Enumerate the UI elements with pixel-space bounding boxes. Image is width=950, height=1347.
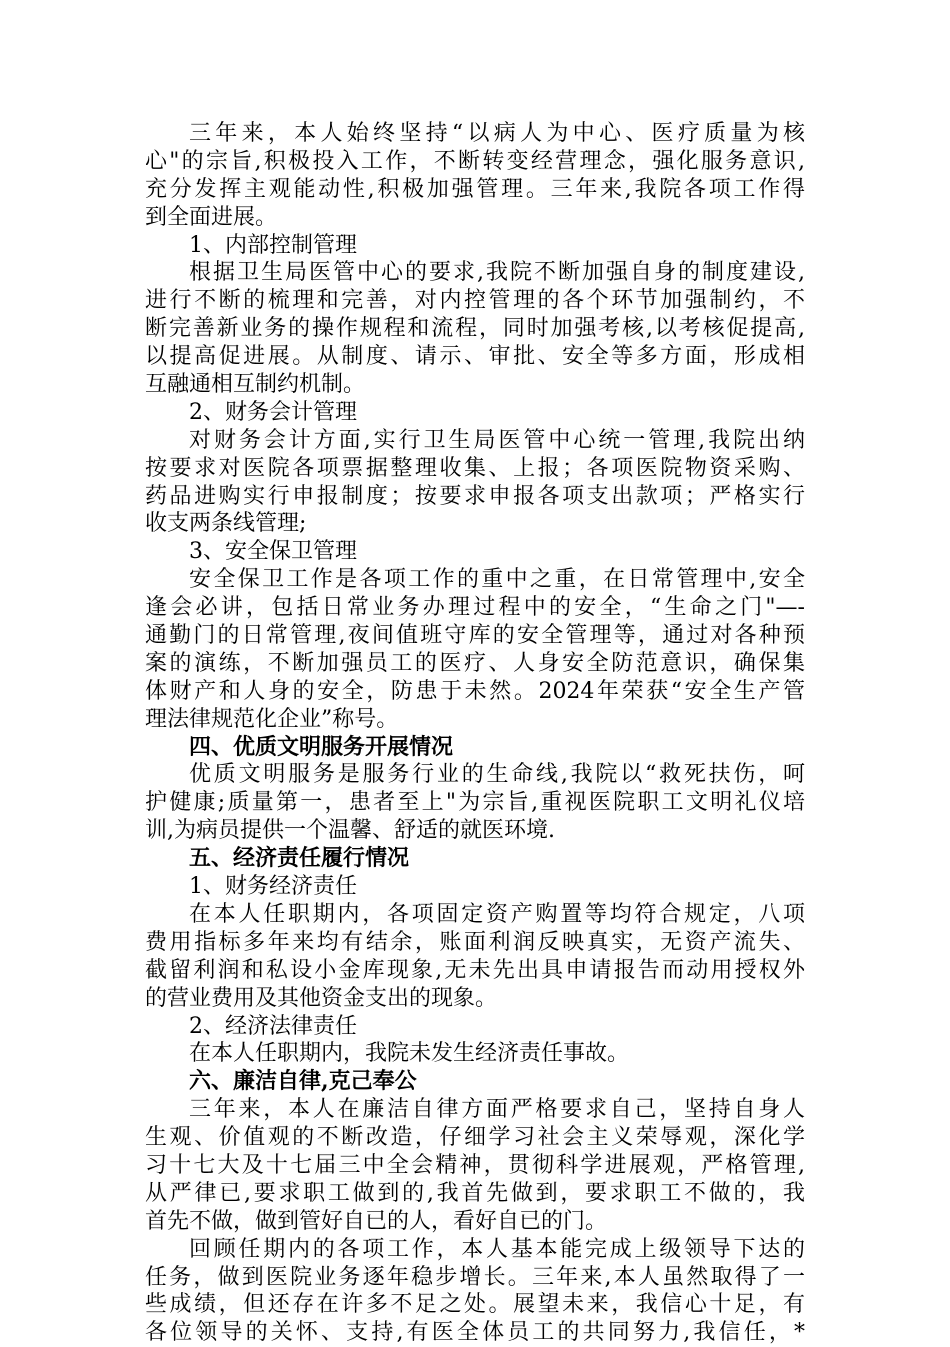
section-heading: 五、经济责任履行情况 xyxy=(189,845,410,872)
text-line: 各位领导的关怀、支持,有医全体员工的共同努力,我信任，* xyxy=(145,1320,805,1346)
text-line: 2、经济法律责任 xyxy=(189,1013,357,1039)
text-line: 安全保卫工作是各项工作的重中之重，在日常管理中,安全 xyxy=(189,567,805,593)
text-line: 费用指标多年来均有结余，账面利润反映真实，无资产流失、 xyxy=(145,929,805,955)
text-line: 优质文明服务是服务行业的生命线,我院以“救死扶伤，呵 xyxy=(189,762,805,788)
text-line: 护健康;质量第一，患者至上"为宗旨,重视医院职工文明礼仪培 xyxy=(145,790,805,816)
text-line: 2、财务会计管理 xyxy=(189,399,357,425)
text-line: 根据卫生局医管中心的要求,我院不断加强自身的制度建设, xyxy=(189,260,805,286)
text-line: 对财务会计方面,实行卫生局医管中心统一管理,我院出纳 xyxy=(189,427,805,453)
text-line: 截留利润和私设小金库现象,无未先出具申请报告而动用授权外 xyxy=(145,957,805,983)
text-line: 首先不做，做到管好自已的人，看好自已的门。 xyxy=(145,1208,608,1234)
section-heading: 六、廉洁自律,克己奉公 xyxy=(189,1068,417,1095)
document-body xyxy=(145,120,805,1347)
text-line: 3、安全保卫管理 xyxy=(189,539,357,565)
text-line: 体财产和人身的安全，防患于未然。2024年荣获“安全生产管 xyxy=(145,678,805,704)
text-line: 到全面进展。 xyxy=(145,204,278,230)
text-line: 在本人任职期内，我院未发生经济责任事故。 xyxy=(189,1041,630,1067)
text-line: 按要求对医院各项票据整理收集、上报；各项医院物资采购、 xyxy=(145,455,805,481)
text-line: 充分发挥主观能动性,积极加强管理。三年来,我院各项工作得 xyxy=(145,176,805,202)
text-line: 习十七大及十七届三中全会精神，贯彻科学进展观，严格管理, xyxy=(145,1152,805,1178)
text-line: 1、财务经济责任 xyxy=(189,874,357,900)
text-line: 些成绩，但还存在许多不足之处。展望未来，我信心十足，有 xyxy=(145,1292,805,1318)
text-line: 药品进购实行申报制度；按要求申报各项支出款项；严格实行 xyxy=(145,483,805,509)
text-line: 生观、价值观的不断改造，仔细学习社会主义荣辱观，深化学 xyxy=(145,1125,805,1151)
text-line: 在本人任职期内，各项固定资产购置等均符合规定，八项 xyxy=(189,901,805,927)
text-line: 收支两条线管理; xyxy=(145,511,307,537)
section-heading: 四、优质文明服务开展情况 xyxy=(189,733,454,760)
text-line: 1、内部控制管理 xyxy=(189,232,357,258)
text-line: 以提高促进展。从制度、请示、审批、安全等多方面，形成相 xyxy=(145,344,805,370)
text-line: 断完善新业务的操作规程和流程，同时加强考核,以考核促提高, xyxy=(145,316,805,342)
text-line: 三年来，本人在廉洁自律方面严格要求自己，坚持自身人 xyxy=(189,1097,805,1123)
text-line: 通勤门的日常管理,夜间值班守库的安全管理等，通过对各种预 xyxy=(145,623,805,649)
text-line: 理法律规范化企业”称号。 xyxy=(145,706,399,732)
text-line: 进行不断的梳理和完善，对内控管理的各个环节加强制约，不 xyxy=(145,288,805,314)
text-line: 案的演练，不断加强员工的医疗、人身安全防范意识，确保集 xyxy=(145,650,805,676)
text-line: 互融通相互制约机制。 xyxy=(145,372,366,398)
text-line: 任务，做到医院业务逐年稳步增长。三年来,本人虽然取得了一 xyxy=(145,1264,805,1290)
text-line: 从严律已,要求职工做到的,我首先做到，要求职工不做的，我 xyxy=(145,1180,805,1206)
text-line: 回顾任期内的各项工作，本人基本能完成上级领导下达的 xyxy=(189,1236,805,1262)
text-line: 三年来，本人始终坚持“以病人为中心、医疗质量为核 xyxy=(189,121,805,146)
text-line: 逢会必讲，包括日常业务办理过程中的安全，“生命之门"—- xyxy=(145,595,805,621)
text-line: 心"的宗旨,积极投入工作，不断转变经营理念，强化服务意识, xyxy=(145,148,805,174)
text-line: 训,为病员提供一个温馨、舒适的就医环境. xyxy=(145,818,555,844)
text-line: 的营业费用及其他资金支出的现象。 xyxy=(145,985,498,1011)
